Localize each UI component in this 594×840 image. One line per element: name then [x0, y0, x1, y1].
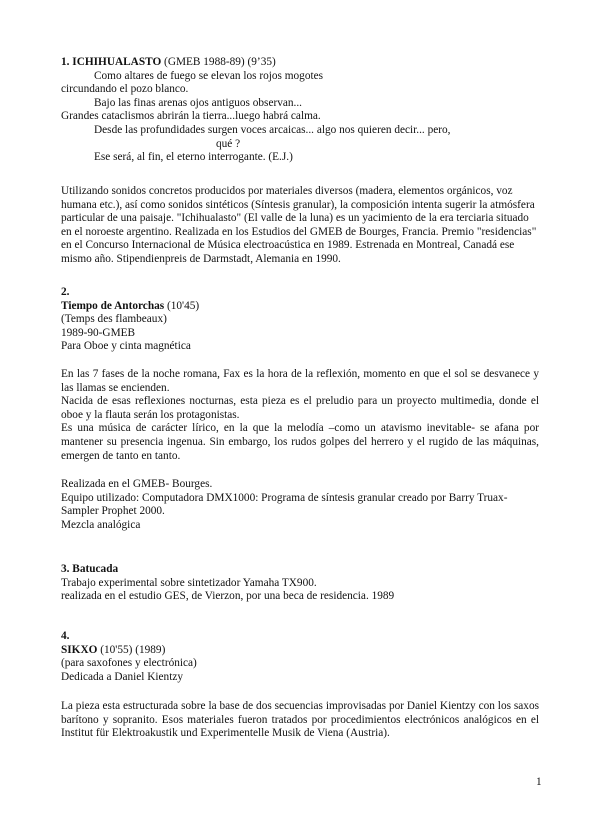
info-line: (Temps des flambeaux) [61, 313, 167, 326]
section-sikxo-description [61, 700, 539, 741]
info-line: Equipo utilizado: Computadora DMX1000: Programa de síntesis granular creado por Barry Truax-Sampler Prophet 2000. [61, 491, 508, 518]
poem-line: Como altares de fuego se elevan los rojos mogotes [94, 69, 324, 82]
section-tiempo-de-antorchas [61, 286, 539, 354]
poem-line: Grandes cataclismos abrirán la tierra...luego habrá calma. [61, 110, 321, 123]
section-meta: (10'55) (1989) [97, 643, 166, 656]
poem-line: Desde las profundidades surgen voces arcaicas... algo nos quieren decir... pero, [94, 123, 451, 136]
paragraph: En las 7 fases de la noche romana, Fax es la hora de la reflexión, momento en que el sol se desvanece y las llamas se encienden. [61, 368, 539, 394]
info-line: realizada en el estudio GES, de Vierzon, por una beca de residencia. 1989 [61, 590, 395, 603]
section-duration: (10'45) [164, 299, 200, 312]
info-line: Realizada en el GMEB- Bourges. [61, 478, 213, 490]
section-number: 4. [61, 630, 70, 642]
poem-line: Bajo las finas arenas ojos antiguos observan... [94, 96, 303, 109]
info-line: Mezcla analógica [61, 518, 141, 531]
poem-line: circundando el pozo blanco. [61, 83, 189, 96]
paragraph: La pieza esta estructurada sobre la base de dos secuencias improvisadas por Daniel Kientzy con los saxos barítono y sopranito. Esos materiales fueron tratados por procedimientos electrónicos analógicos en el Institut für Elektroakustik und Experimentelle Musik de Viena (Austria). [61, 700, 539, 740]
section-ichihualasto-description [61, 185, 539, 267]
section-title: 3. Batucada [61, 563, 119, 575]
info-line: 1989-90-GMEB [61, 326, 136, 339]
section-sikxo [61, 630, 539, 684]
section-title: Tiempo de Antorchas [61, 299, 165, 312]
page-number: 1 [536, 776, 542, 788]
section-batucada [61, 563, 539, 604]
info-line: Dedicada a Daniel Kientzy [61, 670, 184, 683]
paragraph: Nacida de esas reflexiones nocturnas, esta pieza es el preludio para un proyecto multimedia, donde el oboe y la flauta serán los protagonistas. [61, 395, 539, 421]
section-title: 1. ICHIHUALASTO [61, 56, 162, 68]
section-tiempo-footer [61, 478, 539, 532]
poem-line: qué ? [216, 137, 241, 150]
section-meta: (GMEB 1988-89) (9’35) [161, 56, 276, 68]
section-number: 2. [61, 286, 70, 298]
info-line: (para saxofones y electrónica) [61, 657, 197, 670]
poem-line: Ese será, al fin, el eterno interrogante. (E.J.) [94, 151, 293, 164]
section-ichihualasto [61, 56, 539, 165]
info-line: Trabajo experimental sobre sintetizador Yamaha TX900. [61, 576, 317, 589]
info-line: Para Oboe y cinta magnética [61, 340, 191, 353]
paragraph: Utilizando sonidos concretos producidos por materiales diversos (madera, elementos orgánicos, voz humana etc.), así como sonidos sintéticos (Síntesis granular), la composición intenta sugerir la atmósfera particular de una paisaje. "Ichihualasto" (El valle de la luna) es un yacimiento de la era terciaria situado en el noroeste argentino. Realizada en los Estudios del GMEB de Bourges, Francia. Premio "residencias" en el Concurso Internacional de Música electroacústica en 1989. Estrenada en Montreal, Canadá ese mismo año. Stipendienpreis de Darmstadt, Alemania en 1990. [61, 185, 537, 265]
section-title: SIKXO [61, 643, 98, 656]
section-tiempo-description [61, 368, 539, 463]
paragraph: Es una música de carácter lírico, en la que la melodía –como un atavismo inevitable- se afana por mantener su presencia ingenua. Sin embargo, los rudos golpes del herrero y el rugido de las máquinas, emergen de tanto en tanto. [61, 422, 539, 462]
